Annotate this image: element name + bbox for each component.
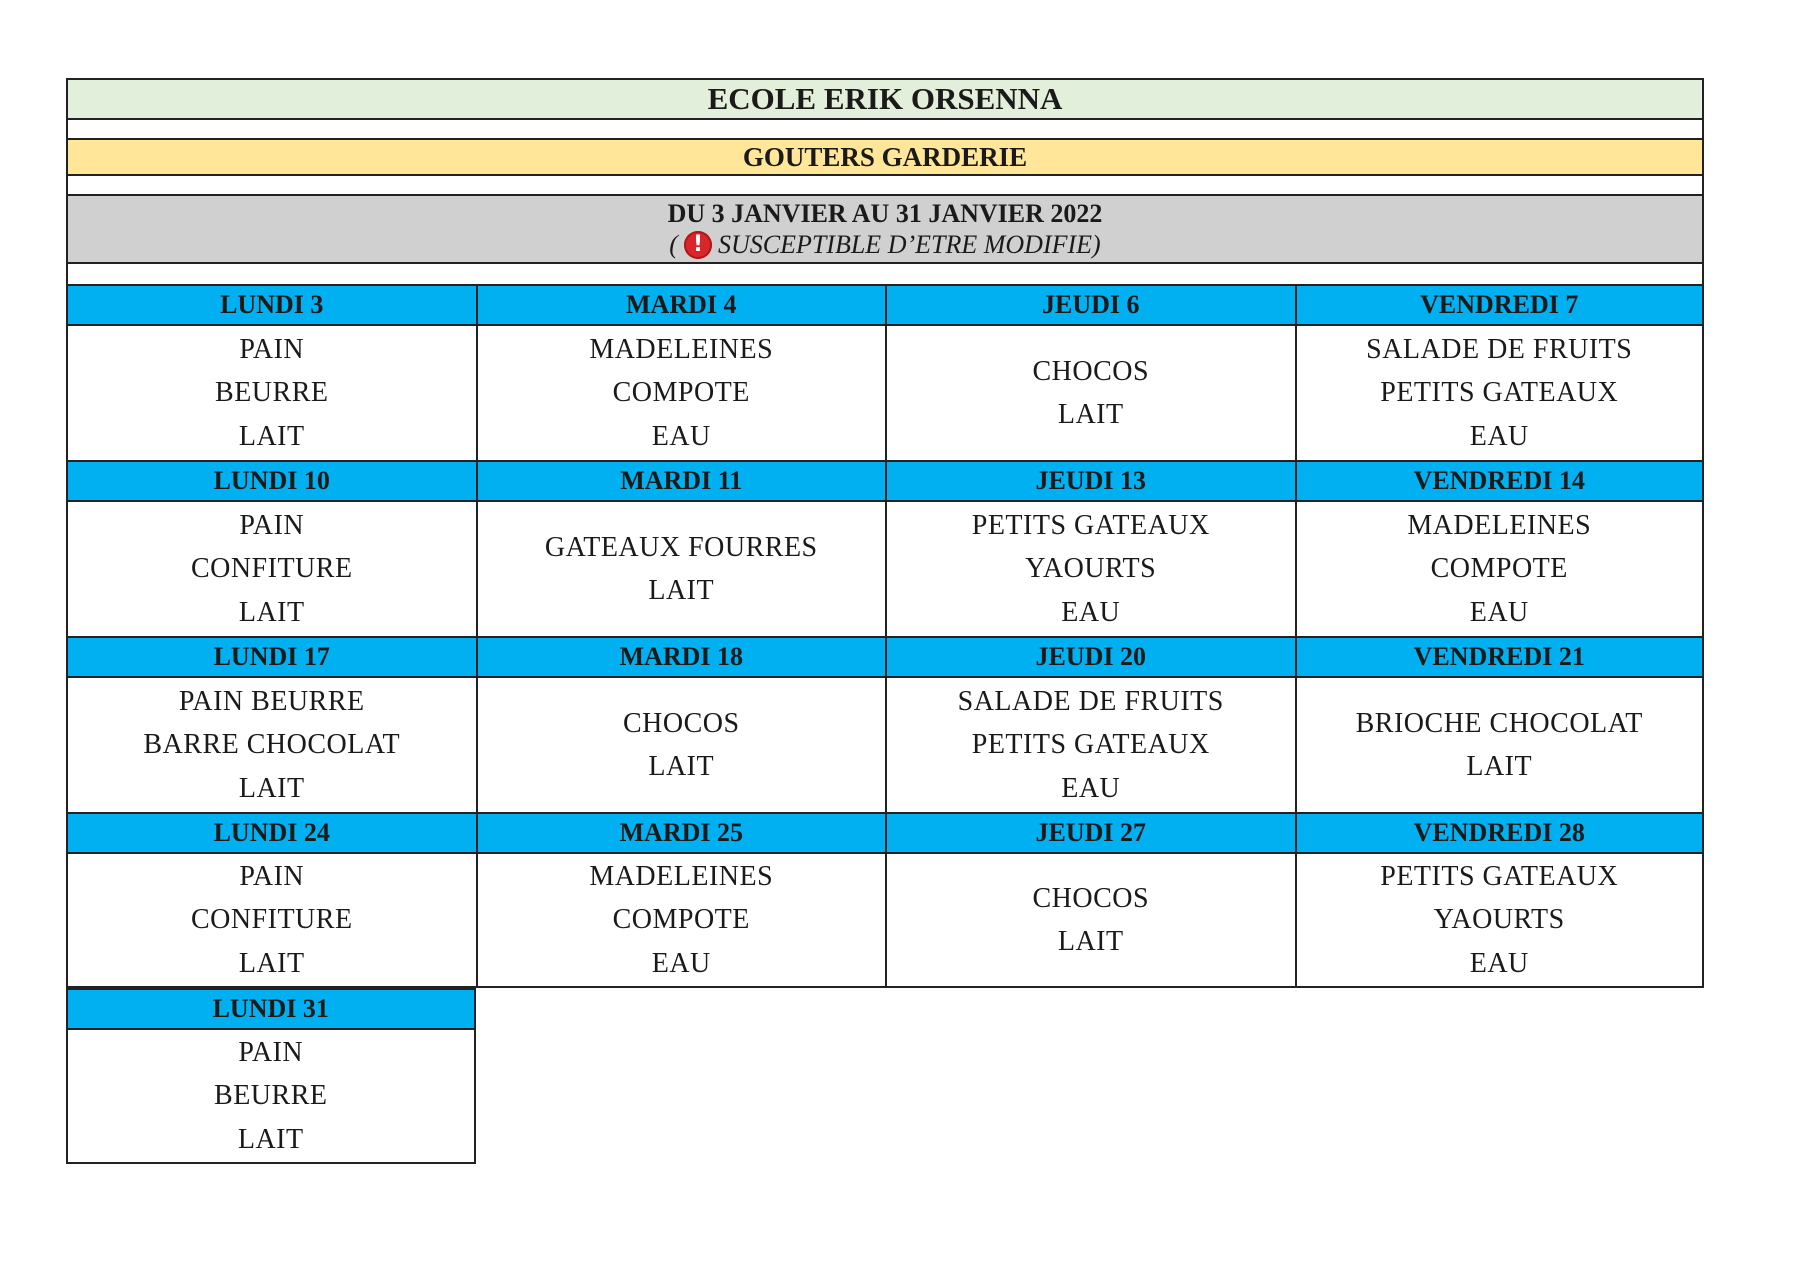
day-header: VENDREDI 28	[1295, 812, 1705, 852]
menu-cell	[66, 676, 476, 812]
menu-item: YAOURTS	[1433, 904, 1565, 936]
menu-item: PETITS GATEAUX	[1380, 860, 1619, 892]
menu-cell	[66, 500, 476, 636]
week-block	[66, 636, 1704, 812]
menu-cell	[885, 500, 1295, 636]
menu-item: CHOCOS	[1032, 882, 1150, 914]
menu-item: CHOCOS	[622, 707, 740, 739]
day-header-row	[66, 284, 1704, 324]
menu-cell	[476, 500, 886, 636]
day-header: LUNDI 10	[66, 460, 476, 500]
menu-item: PAIN	[239, 509, 305, 541]
menu-row	[66, 852, 1704, 988]
menu-item: YAOURTS	[1025, 553, 1157, 585]
menu-item: PAIN	[239, 333, 305, 365]
menu-item: CONFITURE	[190, 904, 353, 936]
menu-item: EAU	[1469, 947, 1529, 979]
note-open-paren: (	[669, 230, 678, 259]
menu-row	[66, 500, 1704, 636]
spacer	[66, 262, 1704, 284]
menu-item: COMPOTE	[612, 904, 750, 936]
menu-item: PETITS GATEAUX	[1380, 377, 1619, 409]
school-title: ECOLE ERIK ORSENNA	[66, 78, 1704, 118]
menu-item: LAIT	[648, 575, 715, 606]
alert-circle-icon: !	[684, 231, 712, 259]
menu-item: LAIT	[1466, 751, 1533, 782]
menu-item: SALADE DE FRUITS	[957, 685, 1224, 717]
menu-item: EAU	[1061, 772, 1121, 804]
menu-item: PAIN BEURRE	[178, 685, 365, 717]
day-header-row	[66, 812, 1704, 852]
day-header-row	[66, 460, 1704, 500]
day-header: VENDREDI 14	[1295, 460, 1705, 500]
week-block	[66, 460, 1704, 636]
spacer	[66, 174, 1704, 194]
menu-item: BRIOCHE CHOCOLAT	[1355, 707, 1643, 739]
day-header: MARDI 4	[476, 284, 886, 324]
menu-item: LAIT	[1057, 926, 1124, 957]
period-text: DU 3 JANVIER AU 31 JANVIER 2022	[667, 199, 1103, 228]
menu-cell	[885, 324, 1295, 460]
weekly-menu-grid	[66, 284, 1704, 1164]
menu-cell	[476, 324, 886, 460]
menu-item: PETITS GATEAUX	[971, 509, 1210, 541]
menu-item: LAIT	[237, 1123, 304, 1155]
week-block	[66, 988, 1704, 1164]
menu-cell	[1295, 676, 1705, 812]
menu-cell	[885, 676, 1295, 812]
menu-item: COMPOTE	[1430, 553, 1568, 585]
day-header: LUNDI 24	[66, 812, 476, 852]
menu-item: LAIT	[1057, 399, 1124, 430]
day-header: JEUDI 20	[885, 636, 1295, 676]
menu-cell	[1295, 852, 1705, 988]
menu-cell	[476, 852, 886, 988]
menu-row	[66, 1028, 1704, 1164]
menu-item: BEURRE	[214, 1080, 328, 1112]
menu-row	[66, 676, 1704, 812]
menu-item: PAIN	[239, 860, 305, 892]
day-header: LUNDI 3	[66, 284, 476, 324]
menu-item: LAIT	[238, 420, 305, 452]
day-header: JEUDI 6	[885, 284, 1295, 324]
day-header: VENDREDI 21	[1295, 636, 1705, 676]
day-header: VENDREDI 7	[1295, 284, 1705, 324]
menu-item: PETITS GATEAUX	[971, 729, 1210, 761]
menu-item: LAIT	[238, 947, 305, 979]
menu-cell	[885, 852, 1295, 988]
day-header: JEUDI 13	[885, 460, 1295, 500]
menu-item: EAU	[1061, 596, 1121, 628]
menu-item: MADELEINES	[589, 860, 774, 892]
menu-item: CHOCOS	[1032, 355, 1150, 387]
menu-item: EAU	[651, 420, 711, 452]
menu-item: BEURRE	[215, 377, 329, 409]
day-header: LUNDI 17	[66, 636, 476, 676]
day-header: LUNDI 31	[66, 988, 476, 1028]
day-header: MARDI 25	[476, 812, 886, 852]
menu-row	[66, 324, 1704, 460]
menu-cell	[66, 1028, 476, 1164]
menu-item: MADELEINES	[1407, 509, 1592, 541]
menu-cell	[66, 852, 476, 988]
modification-note	[68, 230, 1702, 260]
menu-item: LAIT	[648, 751, 715, 782]
menu-subtitle: GOUTERS GARDERIE	[66, 138, 1704, 174]
menu-sheet	[66, 78, 1704, 1164]
menu-item: EAU	[1469, 596, 1529, 628]
day-header: JEUDI 27	[885, 812, 1295, 852]
menu-cell	[66, 324, 476, 460]
menu-item: CONFITURE	[190, 553, 353, 585]
menu-item: PAIN	[238, 1036, 304, 1068]
day-header-row	[66, 636, 1704, 676]
menu-item: GATEAUX FOURRES	[544, 531, 818, 563]
menu-item: SALADE DE FRUITS	[1366, 333, 1633, 365]
menu-item: EAU	[1469, 420, 1529, 452]
menu-item: BARRE CHOCOLAT	[143, 729, 401, 761]
note-text: SUSCEPTIBLE D’ETRE MODIFIE)	[717, 230, 1101, 259]
week-block	[66, 284, 1704, 460]
menu-item: LAIT	[238, 596, 305, 628]
menu-item: COMPOTE	[612, 377, 750, 409]
menu-item: MADELEINES	[589, 333, 774, 365]
menu-cell	[476, 676, 886, 812]
menu-item: EAU	[651, 947, 711, 979]
day-header: MARDI 18	[476, 636, 886, 676]
week-block	[66, 812, 1704, 988]
menu-cell	[1295, 324, 1705, 460]
menu-cell	[1295, 500, 1705, 636]
period-band	[66, 194, 1704, 262]
day-header-row	[66, 988, 1704, 1028]
menu-item: LAIT	[238, 772, 305, 804]
spacer	[66, 118, 1704, 138]
day-header: MARDI 11	[476, 460, 886, 500]
